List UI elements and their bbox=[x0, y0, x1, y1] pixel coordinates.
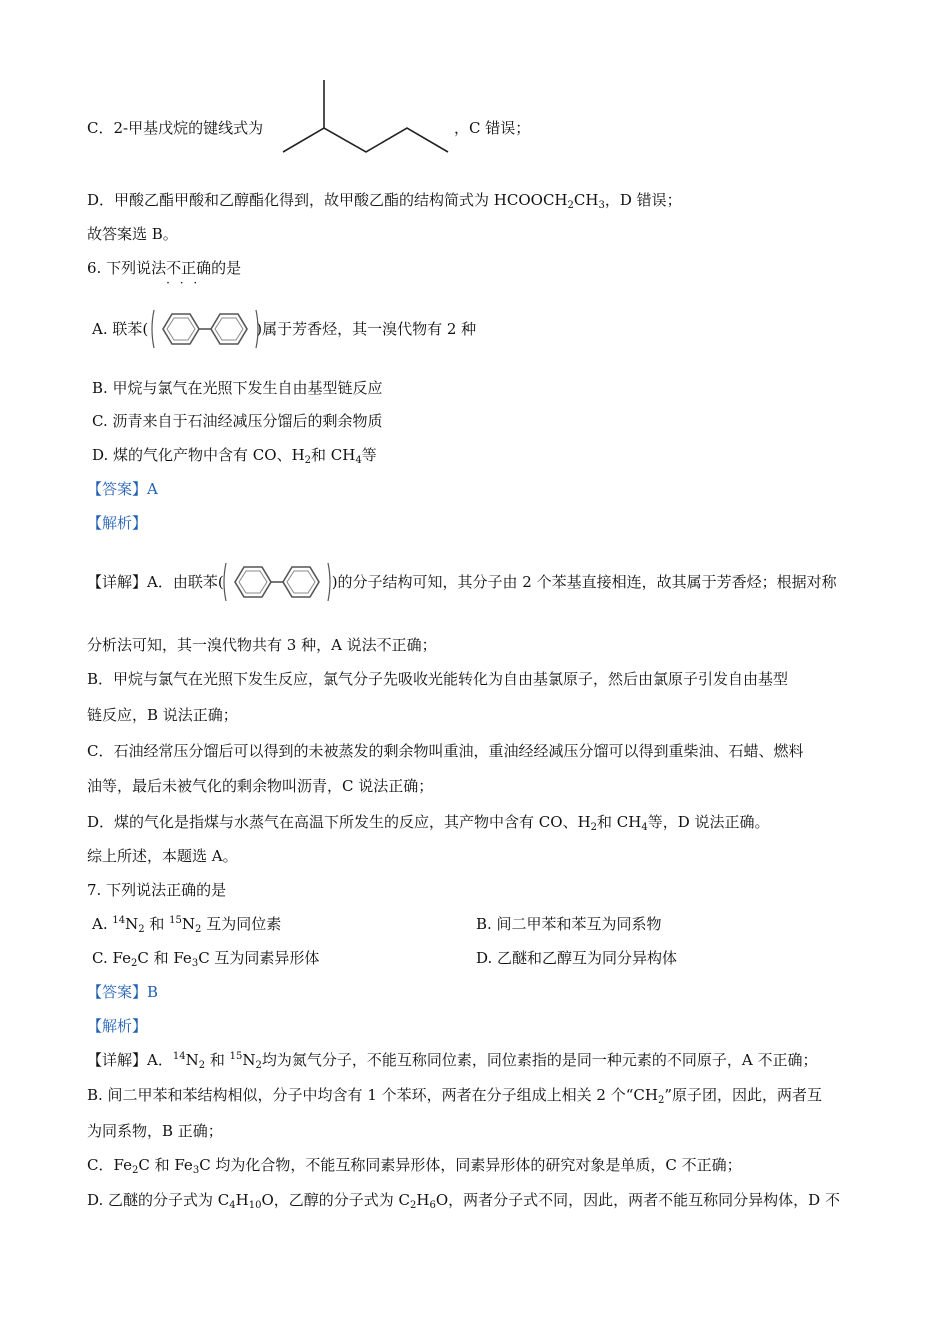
q6-detail-c1: C．石油经常压分馏后可以得到的未被蒸发的剩余物叫重油，重油经经减压分馏可以得到重柴油、石蜡、燃料 bbox=[87, 742, 804, 760]
q7-detail-d: D. 乙醚的分子式为 $C_4H_{10}O$，乙醇的分子式为 $C_2H_6O$，两者分子式不同，因此，两者不能互称同分异构体，D 不 bbox=[87, 1191, 840, 1211]
q6-detail-a2: 分析法可知，其一溴代物共有 3 种，A 说法不正确； bbox=[87, 636, 437, 654]
q6-detail-d: D．煤的气化是指煤与水蒸气在高温下所发生的反应，其产物中含有 CO、$H_2$和 $CH_4$等，D 说法正确。 bbox=[87, 813, 770, 833]
q5-option-c-verdict: ，C 错误； bbox=[454, 119, 531, 137]
q6-option-b: B. 甲烷与氯气在光照下发生自由基型链反应 bbox=[92, 379, 383, 397]
q5-conclusion: 故答案选 B。 bbox=[87, 225, 178, 243]
q7-option-d: D. 乙醚和乙醇互为同分异构体 bbox=[476, 949, 678, 967]
q6-detail-a1: 【详解】A．由联苯( )的分子结构可知，其分子由 2 个苯基直接相连，故其属于芳香烃；根据对称 bbox=[87, 573, 837, 591]
q6-analysis-heading: 【解析】 bbox=[87, 514, 148, 532]
q5-option-c-line bbox=[87, 117, 263, 139]
biphenyl-structure-icon bbox=[150, 306, 260, 352]
q7-detail-a: 【详解】A．$^{14}N_2$ 和 $^{15}N_2$均为氮气分子，不能互称同位素，同位素指的是同一种元素的不同原子，A 不正确； bbox=[87, 1051, 818, 1071]
q5-option-d-line: D．甲酸乙酯甲酸和乙醇酯化得到，故甲酸乙酯的结构简式为 $HCOOCH_2CH_3$，D 错误； bbox=[87, 191, 682, 211]
q5-option-c-text: C．2-甲基戊烷的键线式为 bbox=[87, 119, 264, 137]
q7-option-b: B. 间二甲苯和苯互为同系物 bbox=[476, 915, 662, 933]
q6-stem: 6. 下列说法不正确 · · ·的是 bbox=[87, 257, 241, 279]
q7-detail-b2: 为同系物，B 正确； bbox=[87, 1122, 223, 1140]
q7-detail-c: C．$Fe_2C$ 和 $Fe_3C$ 均为化合物，不能互称同素异形体，同素异形体的研究对象是单质，C 不正确； bbox=[87, 1156, 742, 1176]
q6-detail-c2: 油等，最后未被气化的剩余物叫沥青，C 说法正确； bbox=[87, 777, 434, 795]
q7-option-c: C. $Fe_2C$ 和 $Fe_3C$ 互为同素异形体 bbox=[92, 949, 320, 969]
q7-answer: 【答案】B bbox=[87, 983, 159, 1001]
methylpentane-skeletal-formula bbox=[280, 78, 455, 158]
q7-option-a: A. $^{14}N_2$ 和 $^{15}N_2$ 互为同位素 bbox=[92, 915, 282, 935]
q7-detail-b1: B. 间二甲苯和苯结构相似，分子中均含有 1 个苯环，两者在分子组成上相关 2 个“$CH_2$”原子团，因此，两者互 bbox=[87, 1086, 822, 1106]
q6-detail-b2: 链反应，B 说法正确； bbox=[87, 706, 238, 724]
q6-option-c: C. 沥青来自于石油经减压分馏后的剩余物质 bbox=[92, 412, 383, 430]
q6-answer: 【答案】A bbox=[87, 480, 158, 498]
biphenyl-structure-icon bbox=[222, 559, 332, 605]
q7-analysis-heading: 【解析】 bbox=[87, 1017, 148, 1035]
q6-detail-b1: B．甲烷与氯气在光照下发生反应，氯气分子先吸收光能转化为自由基氯原子，然后由氯原子引发自由基型 bbox=[87, 670, 789, 688]
q6-option-d: D. 煤的气化产物中含有 CO、$H_2$和 $CH_4$等 bbox=[92, 446, 377, 466]
q6-summary: 综上所述，本题选 A。 bbox=[87, 847, 238, 865]
emphasis-dots: 不正确 · · · bbox=[166, 259, 211, 277]
q6-option-a: A. 联苯( )属于芳香烃，其一溴代物有 2 种 bbox=[92, 320, 477, 338]
q7-stem: 7. 下列说法正确的是 bbox=[87, 881, 227, 899]
